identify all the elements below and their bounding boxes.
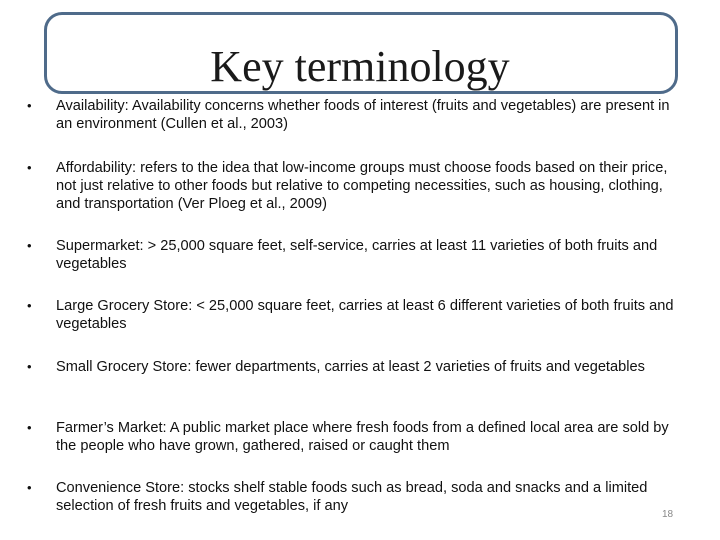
list-item-text (56, 97, 688, 133)
list-item-text (56, 479, 688, 515)
term-definition: A public market place where fresh foods from a defined local area are sold by the people who have grown, gathered, raised or caught them (56, 420, 669, 454)
bullet-icon: • (27, 420, 32, 435)
bullet-icon: • (27, 359, 32, 374)
bullet-icon: • (27, 298, 32, 313)
term-definition: Availability concerns whether foods of interest (fruits and vegetables) are present in an environment (Cullen et al., 2003) (56, 98, 670, 132)
term-definition: stocks shelf stable foods such as bread, soda and snacks and a limited selection of fresh fruits and vegetables, if any (56, 480, 648, 514)
term-label: Affordability: (56, 160, 137, 176)
term-definition: > 25,000 square feet, self-service, carries at least 11 varieties of both fruits and vegetables (56, 238, 658, 272)
bullet-icon: • (27, 98, 32, 113)
term-label: Convenience Store: (56, 480, 185, 496)
term-label: Small Grocery Store: (56, 359, 192, 375)
slide-title: Key terminology (0, 40, 720, 94)
bullet-icon: • (27, 480, 32, 495)
bullet-icon: • (27, 238, 32, 253)
page-number: 18 (662, 509, 674, 520)
list-item-text (56, 419, 688, 455)
term-label: Large Grocery Store: (56, 298, 193, 314)
list-item-text (56, 237, 688, 273)
term-definition: fewer departments, carries at least 2 varieties of fruits and vegetables (191, 359, 645, 375)
list-item-text (56, 159, 688, 213)
term-label: Farmer’s Market: (56, 420, 167, 436)
term-definition: refers to the idea that low-income groups must choose foods based on their price, not just relative to other foods but relative to competing necessities, such as housing, clothing, and transportation (Ver Ploeg et al., 2009) (56, 160, 668, 212)
term-label: Availability: (56, 98, 129, 114)
list-item-text (56, 297, 688, 333)
list-item-text (56, 358, 688, 376)
bullet-icon: • (27, 160, 32, 175)
term-definition: < 25,000 square feet, carries at least 6 different varieties of both fruits and vegetables (56, 298, 674, 332)
term-label: Supermarket: (56, 238, 144, 254)
